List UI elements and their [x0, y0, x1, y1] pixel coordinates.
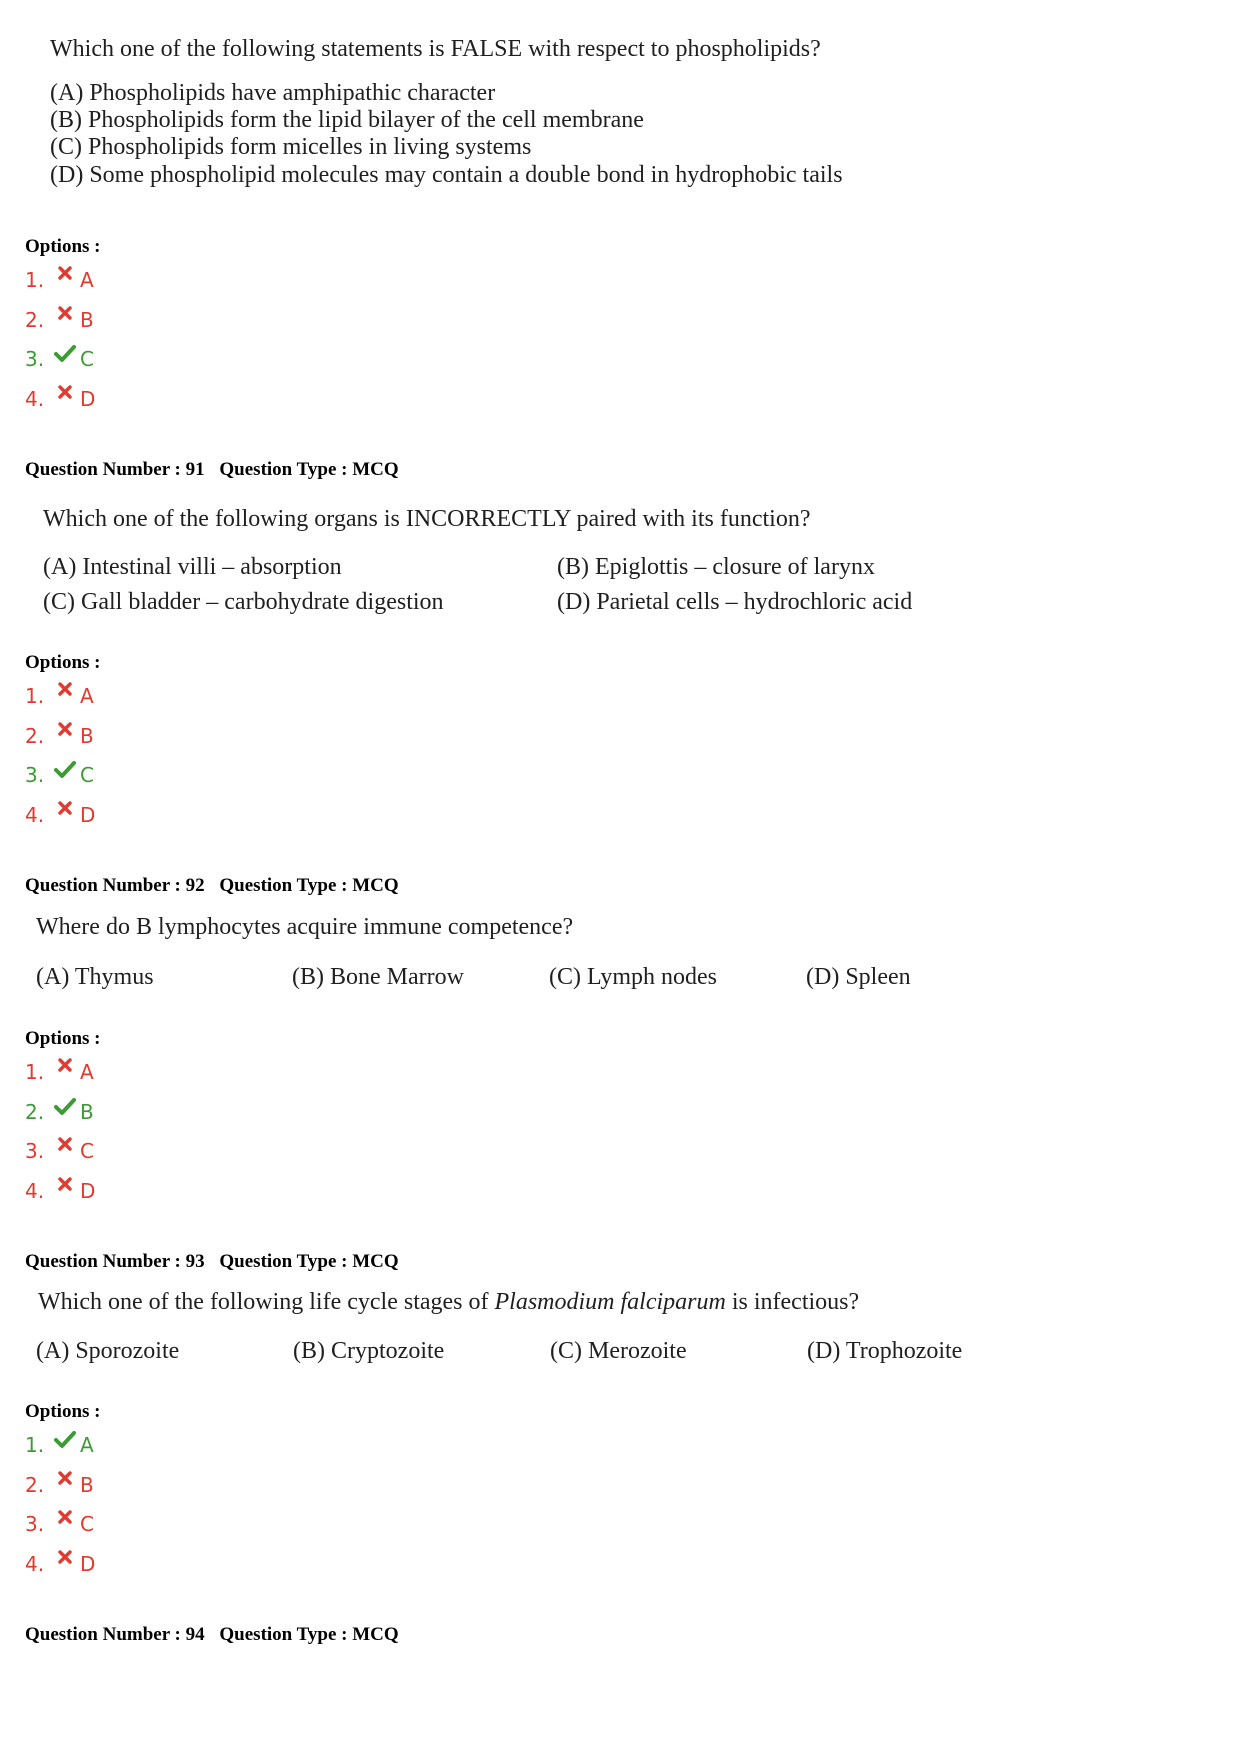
question-header	[25, 1251, 399, 1273]
option-number: 3.	[25, 763, 45, 787]
option-3	[25, 345, 94, 373]
option-4	[25, 1550, 95, 1578]
option-1	[25, 1431, 94, 1459]
cross-icon	[53, 1471, 77, 1499]
option-number: 1.	[25, 1433, 45, 1457]
question-91-stem: Which one of the following organs is INCORRECTLY paired with its function?	[43, 506, 811, 532]
question-92-choice-c: (C) Lymph nodes	[549, 964, 717, 990]
options-label: Options :	[25, 1028, 101, 1049]
option-4	[25, 385, 95, 413]
question-number: Question Number : 92	[25, 875, 205, 896]
option-letter: C	[80, 763, 94, 787]
option-number: 1.	[25, 684, 45, 708]
option-number: 4.	[25, 386, 45, 411]
check-icon	[53, 1431, 77, 1459]
option-letter: C	[80, 347, 94, 371]
option-number: 4.	[25, 802, 45, 827]
option-number: 4.	[25, 1178, 45, 1203]
option-4	[25, 801, 95, 829]
cross-icon	[53, 1550, 77, 1578]
cross-icon	[53, 385, 77, 413]
option-letter: B	[80, 1472, 94, 1497]
option-letter: D	[80, 386, 96, 411]
cross-icon	[53, 266, 77, 294]
options-label: Options :	[25, 652, 101, 673]
option-number: 2.	[25, 723, 45, 748]
question-header	[25, 459, 399, 481]
option-letter: B	[80, 307, 94, 332]
cross-icon	[53, 1058, 77, 1086]
stem-text: is infectious?	[725, 1289, 860, 1315]
question-93-stem	[38, 1289, 859, 1316]
option-number: 3.	[25, 347, 45, 371]
option-2	[25, 306, 94, 334]
question-93-choice-a: (A) Sporozoite	[36, 1338, 180, 1364]
question-90-choice-a: (A) Phospholipids have amphipathic character	[50, 80, 496, 106]
option-number: 1.	[25, 268, 45, 292]
cross-icon	[53, 682, 77, 710]
question-header	[25, 1624, 399, 1646]
option-1	[25, 1058, 94, 1086]
option-3	[25, 761, 94, 789]
option-letter: A	[80, 1433, 94, 1457]
question-number: Question Number : 93	[25, 1251, 205, 1272]
options-label: Options :	[25, 1401, 101, 1422]
question-type: Question Type : MCQ	[219, 1251, 399, 1272]
option-3	[25, 1137, 94, 1165]
question-header	[25, 875, 399, 897]
option-letter: A	[80, 1060, 94, 1084]
cross-icon	[53, 801, 77, 829]
question-92-stem: Where do B lymphocytes acquire immune competence?	[36, 914, 574, 940]
question-type: Question Type : MCQ	[219, 1624, 399, 1645]
question-91-choice-b: (B) Epiglottis – closure of larynx	[557, 554, 875, 580]
question-90-choice-d: (D) Some phospholipid molecules may contain a double bond in hydrophobic tails	[50, 162, 843, 188]
option-letter: A	[80, 684, 94, 708]
option-1	[25, 682, 94, 710]
option-number: 3.	[25, 1139, 45, 1163]
option-letter: D	[80, 1551, 96, 1576]
cross-icon	[53, 1137, 77, 1165]
question-91-choice-d: (D) Parietal cells – hydrochloric acid	[557, 589, 913, 615]
option-number: 1.	[25, 1060, 45, 1084]
option-number: 3.	[25, 1512, 45, 1536]
question-90-stem: Which one of the following statements is FALSE with respect to phospholipids?	[50, 36, 821, 62]
option-2	[25, 722, 94, 750]
option-number: 2.	[25, 1099, 45, 1124]
option-letter: B	[80, 723, 94, 748]
cross-icon	[53, 1510, 77, 1538]
question-92-choice-d: (D) Spleen	[806, 964, 911, 990]
option-letter: C	[80, 1139, 94, 1163]
question-91-choice-a: (A) Intestinal villi – absorption	[43, 554, 342, 580]
cross-icon	[53, 1177, 77, 1205]
question-93-choice-d: (D) Trophozoite	[807, 1338, 963, 1364]
question-type: Question Type : MCQ	[219, 459, 399, 480]
option-1	[25, 266, 94, 294]
option-2	[25, 1471, 94, 1499]
option-number: 2.	[25, 307, 45, 332]
check-icon	[53, 1098, 77, 1126]
cross-icon	[53, 306, 77, 334]
option-letter: D	[80, 802, 96, 827]
question-93-choice-b: (B) Cryptozoite	[293, 1338, 445, 1364]
option-3	[25, 1510, 94, 1538]
option-letter: B	[80, 1099, 94, 1124]
stem-text: Which one of the following life cycle stages of	[38, 1289, 495, 1315]
options-label: Options :	[25, 236, 101, 257]
question-number: Question Number : 94	[25, 1624, 205, 1645]
cross-icon	[53, 722, 77, 750]
question-93-choice-c: (C) Merozoite	[550, 1338, 687, 1364]
question-92-choice-b: (B) Bone Marrow	[292, 964, 464, 990]
check-icon	[53, 345, 77, 373]
question-91-choice-c: (C) Gall bladder – carbohydrate digestion	[43, 589, 444, 615]
stem-italic-species: Plasmodium falciparum	[494, 1289, 726, 1315]
option-number: 4.	[25, 1551, 45, 1576]
option-2	[25, 1098, 94, 1126]
question-number: Question Number : 91	[25, 459, 205, 480]
question-type: Question Type : MCQ	[219, 875, 399, 896]
option-4	[25, 1177, 95, 1205]
question-90-choice-b: (B) Phospholipids form the lipid bilayer of the cell membrane	[50, 107, 644, 133]
option-letter: D	[80, 1178, 96, 1203]
option-letter: A	[80, 268, 94, 292]
option-letter: C	[80, 1512, 94, 1536]
check-icon	[53, 761, 77, 789]
option-number: 2.	[25, 1472, 45, 1497]
question-90-choice-c: (C) Phospholipids form micelles in living systems	[50, 134, 532, 160]
question-92-choice-a: (A) Thymus	[36, 964, 154, 990]
